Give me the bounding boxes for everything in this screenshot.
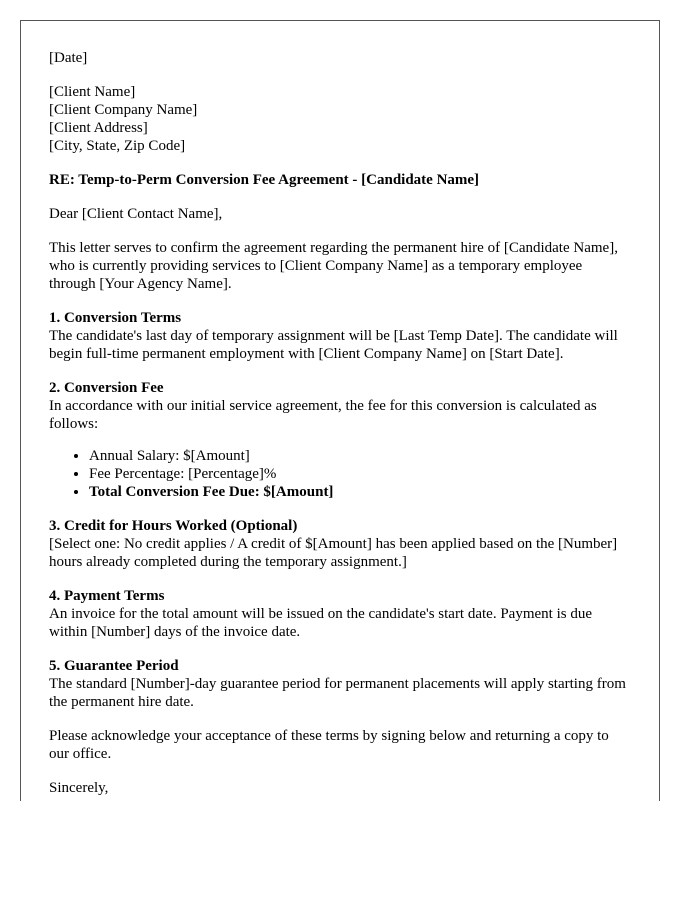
section-heading: 2. Conversion Fee xyxy=(49,380,164,396)
intro-paragraph: This letter serves to confirm the agreement regarding the permanent hire of [Candidate Name], who is currently providing services to [Client Company Name] as a temporary employee through [Your Agency Name]. xyxy=(49,240,618,292)
client-city-state-zip: [City, State, Zip Code] xyxy=(49,138,186,154)
section-body: [Select one: No credit applies / A credit of $[Amount] has been applied based on the [Number] hours already completed during the temporary assignment.] xyxy=(49,536,618,570)
section-body: In accordance with our initial service agreement, the fee for this conversion is calculated as follows: xyxy=(49,398,597,432)
acknowledgement-paragraph: Please acknowledge your acceptance of these terms by signing below and returning a copy to our office. xyxy=(49,728,609,762)
section-guarantee-period xyxy=(49,657,631,711)
section-body: The candidate's last day of temporary assignment will be [Last Temp Date]. The candidate will begin full-time permanent employment with [Client Company Name] on [Start Date]. xyxy=(49,328,618,362)
section-heading: 5. Guarantee Period xyxy=(49,658,179,674)
section-credit-hours xyxy=(49,517,631,571)
section-heading: 4. Payment Terms xyxy=(49,588,165,604)
subject-line: RE: Temp-to-Perm Conversion Fee Agreement - [Candidate Name] xyxy=(49,172,480,188)
client-company-name: [Client Company Name] xyxy=(49,102,198,118)
salutation: Dear [Client Contact Name], xyxy=(49,206,223,222)
client-address-block xyxy=(49,83,631,155)
letter-page xyxy=(20,20,660,801)
fee-item-total-due: • Total Conversion Fee Due: $[Amount] xyxy=(89,483,631,501)
letter-date: [Date] xyxy=(49,50,88,66)
section-conversion-terms xyxy=(49,309,631,363)
section-heading: 3. Credit for Hours Worked (Optional) xyxy=(49,518,298,534)
section-payment-terms xyxy=(49,587,631,641)
fee-item-annual-salary: • Annual Salary: $[Amount] xyxy=(89,447,631,465)
client-address: [Client Address] xyxy=(49,120,148,136)
fee-item-fee-percentage: • Fee Percentage: [Percentage]% xyxy=(89,465,631,483)
closing: Sincerely, xyxy=(49,780,109,796)
section-heading: 1. Conversion Terms xyxy=(49,310,182,326)
fee-breakdown-list xyxy=(49,447,631,501)
client-name: [Client Name] xyxy=(49,84,136,100)
section-conversion-fee xyxy=(49,379,631,433)
section-body: The standard [Number]-day guarantee period for permanent placements will apply starting from the permanent hire date. xyxy=(49,676,626,710)
section-body: An invoice for the total amount will be issued on the candidate's start date. Payment is due within [Number] days of the invoice date. xyxy=(49,606,592,640)
